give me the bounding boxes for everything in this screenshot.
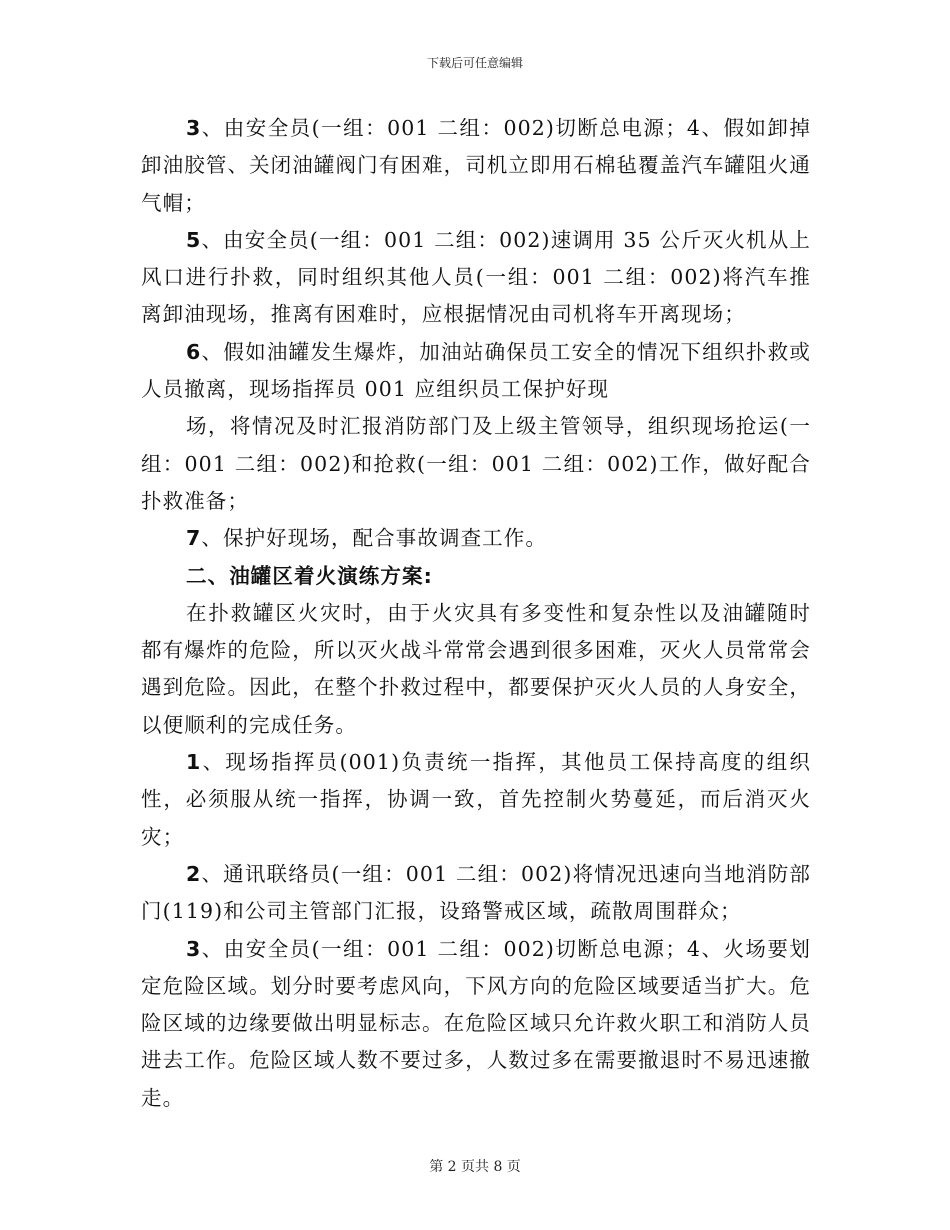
paragraph-text: 在扑救罐区火灾时，由于火灾具有多变性和复杂性以及油罐随时都有爆炸的危险，所以灭火战斗常常会遇到很多困难，灭火人员常常会遇到危险。因此，在整个扑救过程中，都要保护灭火人员的人身安全，以便顺利的完成任务。 — [141, 600, 811, 737]
document-body — [141, 110, 811, 1117]
paragraph — [141, 408, 811, 520]
item-number: 3 — [186, 936, 202, 961]
paragraph-text: 、保护好现场，配合事故调查工作。 — [201, 526, 547, 551]
paragraph — [141, 744, 811, 856]
paragraph — [141, 222, 811, 334]
paragraph-text: 、由安全员(一组：001 二组：002)切断总电源；4、假如卸掉卸油胶管、关闭油罐阀门有困难，司机立即用石棉毡覆盖汽车罐阻火通气帽； — [141, 116, 811, 215]
item-number: 2 — [186, 861, 202, 886]
page-header: 下载后可任意编辑 — [426, 56, 523, 70]
paragraph — [141, 595, 811, 744]
page-footer: 第 2 页共 8 页 — [429, 1159, 521, 1175]
paragraph — [141, 856, 811, 931]
paragraph-text: 、现场指挥员(001)负责统一指挥，其他员工保持高度的组织性，必须服从统一指挥，协调一致，首先控制火势蔓延，而后消灭火灾； — [141, 750, 811, 849]
paragraph-text: 、通讯联络员(一组：001 二组：002)将情况迅速向当地消防部门(119)和公司主管部门汇报，设臵警戒区域，疏散周围群众； — [141, 861, 811, 924]
paragraph — [141, 520, 811, 557]
paragraph-text: 场，将情况及时汇报消防部门及上级主管领导，组织现场抢运(一组：001 二组：002)和抢救(一组：001 二组：002)工作，做好配合扑救准备； — [141, 414, 811, 513]
paragraph — [141, 334, 811, 409]
paragraph-text: 、假如油罐发生爆炸，加油站确保员工安全的情况下组织扑救或人员撤离，现场指挥员 001 应组织员工保护好现 — [141, 339, 811, 402]
paragraph-text: 、由安全员(一组：001 二组：002)切断总电源；4、火场要划定危险区域。划分时要考虑风向，下风方向的危险区域要适当扩大。危险区域的边缘要做出明显标志。在危险区域只允许救火职工和消防人员进去工作。危险区域人数不要过多，人数过多在需要撤退时不易迅速撤走。 — [141, 936, 811, 1110]
section-heading: 二、油罐区着火演练方案: — [186, 563, 433, 588]
item-number: 1 — [186, 750, 202, 775]
item-number: 7 — [186, 526, 202, 551]
item-number: 5 — [186, 227, 202, 252]
paragraph-text: 、由安全员(一组：001 二组：002)速调用 35 公斤灭火机从上风口进行扑救，同时组织其他人员(一组：001 二组：002)将汽车推离卸油现场，推离有困难时，应根据情况由司机将车开离现场； — [141, 227, 811, 327]
paragraph — [141, 110, 811, 222]
paragraph — [141, 931, 811, 1117]
item-number: 6 — [186, 339, 202, 364]
item-number: 3 — [186, 116, 202, 140]
